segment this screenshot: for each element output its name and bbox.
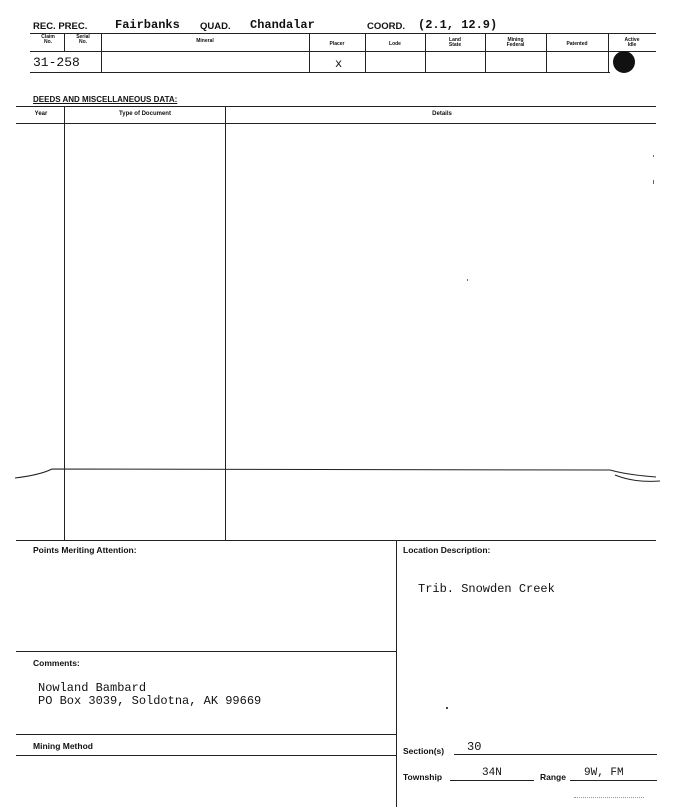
comments-label: Comments: xyxy=(33,658,80,668)
header-top-rule xyxy=(30,33,656,34)
rec-prec-value: Fairbanks xyxy=(115,18,180,32)
placer-mark: x xyxy=(335,57,343,71)
col-lode: Lode xyxy=(389,41,401,47)
col-patented: Patented xyxy=(566,41,588,47)
range-value: 9W, FM xyxy=(584,767,624,779)
col-mineral: Mineral xyxy=(196,38,214,44)
township-underline xyxy=(450,780,534,781)
township-value: 34N xyxy=(482,767,502,779)
col-federal: Mining Federal xyxy=(506,37,525,48)
speck-mark xyxy=(653,180,654,184)
page-fold-line xyxy=(0,455,678,495)
deeds-header-rule xyxy=(16,123,656,124)
col-claim-no: Claim No. xyxy=(41,34,55,45)
col-serial-no: Serial No. xyxy=(76,34,90,45)
range-label: Range xyxy=(540,772,566,782)
speck-mark xyxy=(467,279,468,281)
mining-method-rule xyxy=(16,734,396,735)
section-label: Section(s) xyxy=(403,746,445,756)
township-label: Township xyxy=(403,772,443,782)
section-value: 30 xyxy=(467,740,482,754)
quad-label: QUAD. xyxy=(200,21,231,32)
claim-divider-1 xyxy=(64,33,65,51)
coord-label: COORD. xyxy=(367,21,405,32)
rec-prec-label: REC. PREC. xyxy=(33,21,88,32)
quad-value: Chandalar xyxy=(250,18,315,32)
col-details: Details xyxy=(432,111,452,117)
coord-value: (2.1, 12.9) xyxy=(418,18,498,32)
speck-mark xyxy=(574,797,644,799)
claim-header-rule xyxy=(30,51,656,52)
deeds-top-rule xyxy=(16,106,656,107)
deeds-bottom-rule xyxy=(16,540,656,541)
col-land-state: Land State xyxy=(448,37,462,48)
location-description-label: Location Description: xyxy=(403,545,491,555)
range-underline xyxy=(570,780,657,781)
mining-method-label: Mining Method xyxy=(33,741,93,751)
comments-top-rule xyxy=(16,651,396,652)
speck-mark xyxy=(653,155,654,157)
claim-number-value: 31-258 xyxy=(33,55,80,70)
lower-center-divider xyxy=(396,540,397,807)
comments-line-1: Nowland Bambard xyxy=(38,681,147,695)
claim-divider-4 xyxy=(365,33,366,73)
speck-mark xyxy=(446,707,448,709)
claim-divider-7 xyxy=(546,33,547,73)
col-active-idle: Active Idle xyxy=(624,37,640,48)
points-meriting-attention-label: Points Meriting Attention: xyxy=(33,545,137,555)
deeds-title: DEEDS AND MISCELLANEOUS DATA: xyxy=(33,95,178,104)
claim-divider-3 xyxy=(309,33,310,73)
comments-line-2: PO Box 3039, Soldotna, AK 99669 xyxy=(38,694,262,708)
col-type-of-document: Type of Document xyxy=(119,111,171,117)
section-underline xyxy=(454,754,657,755)
punch-hole xyxy=(613,51,635,73)
col-placer: Placer xyxy=(329,41,345,47)
mining-method-underline xyxy=(16,755,396,756)
claim-row-bottom-rule xyxy=(30,72,610,73)
location-description-value: Trib. Snowden Creek xyxy=(418,582,555,596)
col-year: Year xyxy=(34,111,48,117)
